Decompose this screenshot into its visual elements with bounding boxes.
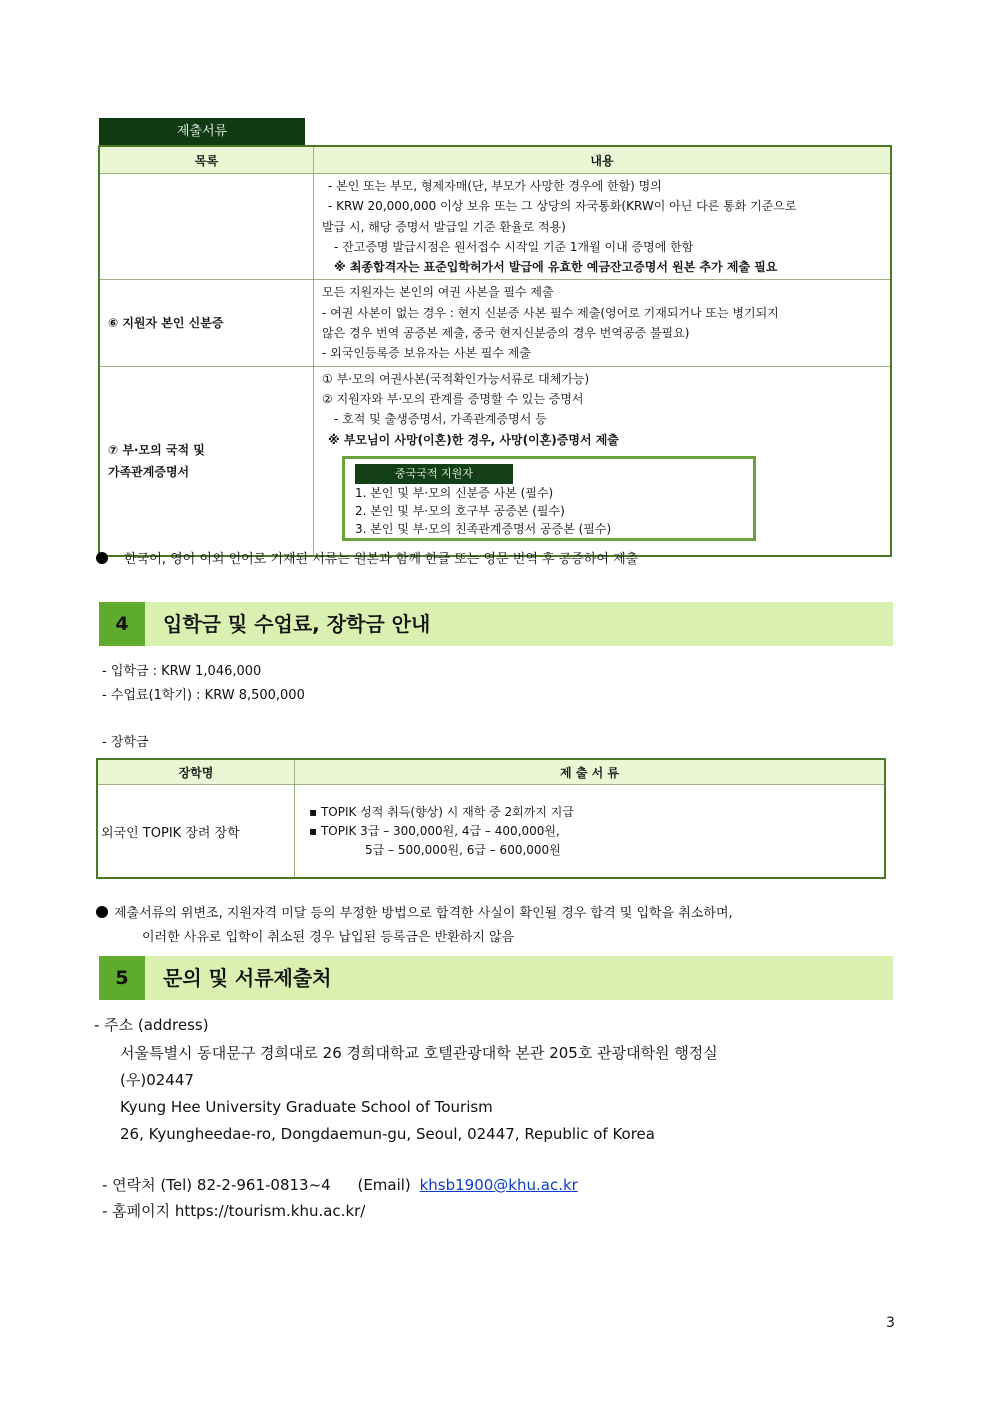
section-number: 4 — [99, 602, 145, 646]
column-header-documents: 제 출 서 류 — [295, 759, 886, 785]
content-line: - 호적 및 출생증명서, 가족관계증명서 등 — [334, 412, 547, 427]
contact-tel: - 연락처 (Tel) 82-2-961-0813~4 — [102, 1176, 331, 1194]
section-title: 문의 및 서류제출처 — [163, 966, 332, 990]
address-line: 26, Kyungheedae-ro, Dongdaemun-gu, Seoul, 02447, Republic of Korea — [120, 1125, 655, 1143]
content-line: - KRW 20,000,000 이상 보유 또는 그 상당의 자국통화(KRW이 아닌 다른 통화 기준으로 — [328, 199, 797, 214]
detail-line: 5급 – 500,000원, 6급 – 600,000원 — [365, 842, 561, 857]
content-line: ② 지원자와 부·모의 관계를 증명할 수 있는 증명서 — [322, 391, 584, 406]
list-item: 1. 본인 및 부·모의 신분증 사본 (필수) — [355, 485, 554, 500]
scholarship-details — [295, 785, 886, 879]
documents-tab-label: 제출서류 — [99, 118, 305, 146]
bullet-icon — [96, 552, 108, 564]
detail-line: ▪ TOPIK 3급 – 300,000원, 4급 – 400,000원, — [309, 823, 560, 838]
bullet-icon — [96, 906, 108, 918]
table-row — [99, 174, 891, 280]
row-label: ⑥ 지원자 본인 신분증 — [99, 280, 314, 366]
row-content — [314, 280, 892, 366]
content-line: - 본인 또는 부모, 형제자매(단, 부모가 사망한 경우에 한함) 명의 — [328, 179, 662, 193]
entrance-fee: - 입학금 : KRW 1,046,000 — [102, 664, 262, 679]
address-label: - 주소 (address) — [94, 1016, 209, 1034]
section-number: 5 — [99, 956, 145, 1000]
scholarship-name: 외국인 TOPIK 장려 장학 — [97, 785, 295, 879]
china-applicant-box — [342, 456, 756, 541]
column-header-list: 목록 — [99, 146, 314, 174]
row-content — [314, 174, 892, 280]
row-label-empty — [99, 174, 314, 280]
column-header-name: 장학명 — [97, 759, 295, 785]
column-header-content: 내용 — [314, 146, 892, 174]
row-content — [314, 366, 892, 556]
list-item: 3. 본인 및 부·모의 친족관계증명서 공증본 (필수) — [355, 521, 612, 536]
content-line: ① 부·모의 여권사본(국적확인가능서류로 대체가능) — [322, 371, 590, 386]
detail-line: ▪ TOPIK 성적 취득(향상) 시 재학 중 2회까지 지급 — [309, 804, 574, 819]
homepage-line: - 홈페이지 https://tourism.khu.ac.kr/ — [102, 1202, 366, 1220]
content-line: - 외국인등록증 보유자는 사본 필수 제출 — [322, 346, 531, 361]
section-title: 입학금 및 수업료, 장학금 안내 — [163, 612, 431, 636]
content-line: - 여권 사본이 없는 경우 : 현지 신분증 사본 필수 제출(영어로 기재되거나 또는 병기되지 — [322, 305, 779, 320]
table-row — [99, 280, 891, 366]
content-line: 발급 시, 해당 증명서 발급일 기준 환율로 적용) — [322, 219, 566, 234]
content-line: - 잔고증명 발급시점은 원서접수 시작일 기준 1개월 이내 증명에 한함 — [334, 239, 694, 254]
content-line: 모든 지원자는 본인의 여권 사본을 필수 제출 — [322, 285, 554, 300]
documents-table — [98, 145, 892, 557]
address-line: 서울특별시 동대문구 경희대로 26 경희대학교 호텔관광대학 본관 205호 관광대학원 행정실 — [120, 1044, 718, 1062]
table-row — [99, 366, 891, 556]
email-link[interactable]: khsb1900@khu.ac.kr — [419, 1176, 578, 1194]
scholarship-table — [96, 758, 886, 879]
cancellation-warning — [96, 902, 896, 950]
translation-note — [96, 548, 638, 567]
china-box-title: 중국국적 지원자 — [355, 464, 513, 484]
table-row — [97, 785, 885, 879]
content-line-bold: ※ 부모님이 사망(이혼)한 경우, 사망(이혼)증명서 제출 — [328, 432, 619, 447]
address-line: (우)02447 — [120, 1071, 194, 1089]
warning-line: 이러한 사유로 입학이 취소된 경우 납입된 등록금은 반환하지 않음 — [142, 930, 515, 945]
warning-line: 제출서류의 위변조, 지원자격 미달 등의 부정한 방법으로 합격한 사실이 확인될 경우 합격 및 입학을 취소하며, — [114, 906, 733, 921]
scholarship-table-header — [97, 759, 885, 785]
address-block — [120, 1040, 718, 1148]
section-5-header — [99, 956, 893, 1000]
page-number: 3 — [886, 1315, 895, 1331]
tuition-fee: - 수업료(1학기) : KRW 8,500,000 — [102, 688, 305, 703]
contact-line — [102, 1174, 578, 1195]
content-line-bold: ※ 최종합격자는 표준입학허가서 발급에 유효한 예금잔고증명서 원본 추가 제출 필요 — [334, 260, 778, 275]
section-4-header — [99, 602, 893, 646]
address-line: Kyung Hee University Graduate School of Tourism — [120, 1098, 493, 1116]
scholarship-label: - 장학금 — [102, 735, 149, 750]
note-text: 한국어, 영어 이외 언어로 기재된 서류는 원본과 함께 한글 또는 영문 번역 후 공증하여 제출 — [124, 552, 639, 567]
email-label: (Email) — [357, 1176, 411, 1194]
row-label-line: 가족관계증명서 — [108, 464, 190, 479]
row-label-line: ⑦ 부·모의 국적 및 — [108, 442, 205, 457]
list-item: 2. 본인 및 부·모의 호구부 공증본 (필수) — [355, 503, 565, 518]
row-label — [99, 366, 314, 556]
content-line: 않은 경우 번역 공증본 제출, 중국 현지신분증의 경우 번역공증 불필요) — [322, 326, 690, 341]
documents-table-header — [99, 146, 891, 174]
